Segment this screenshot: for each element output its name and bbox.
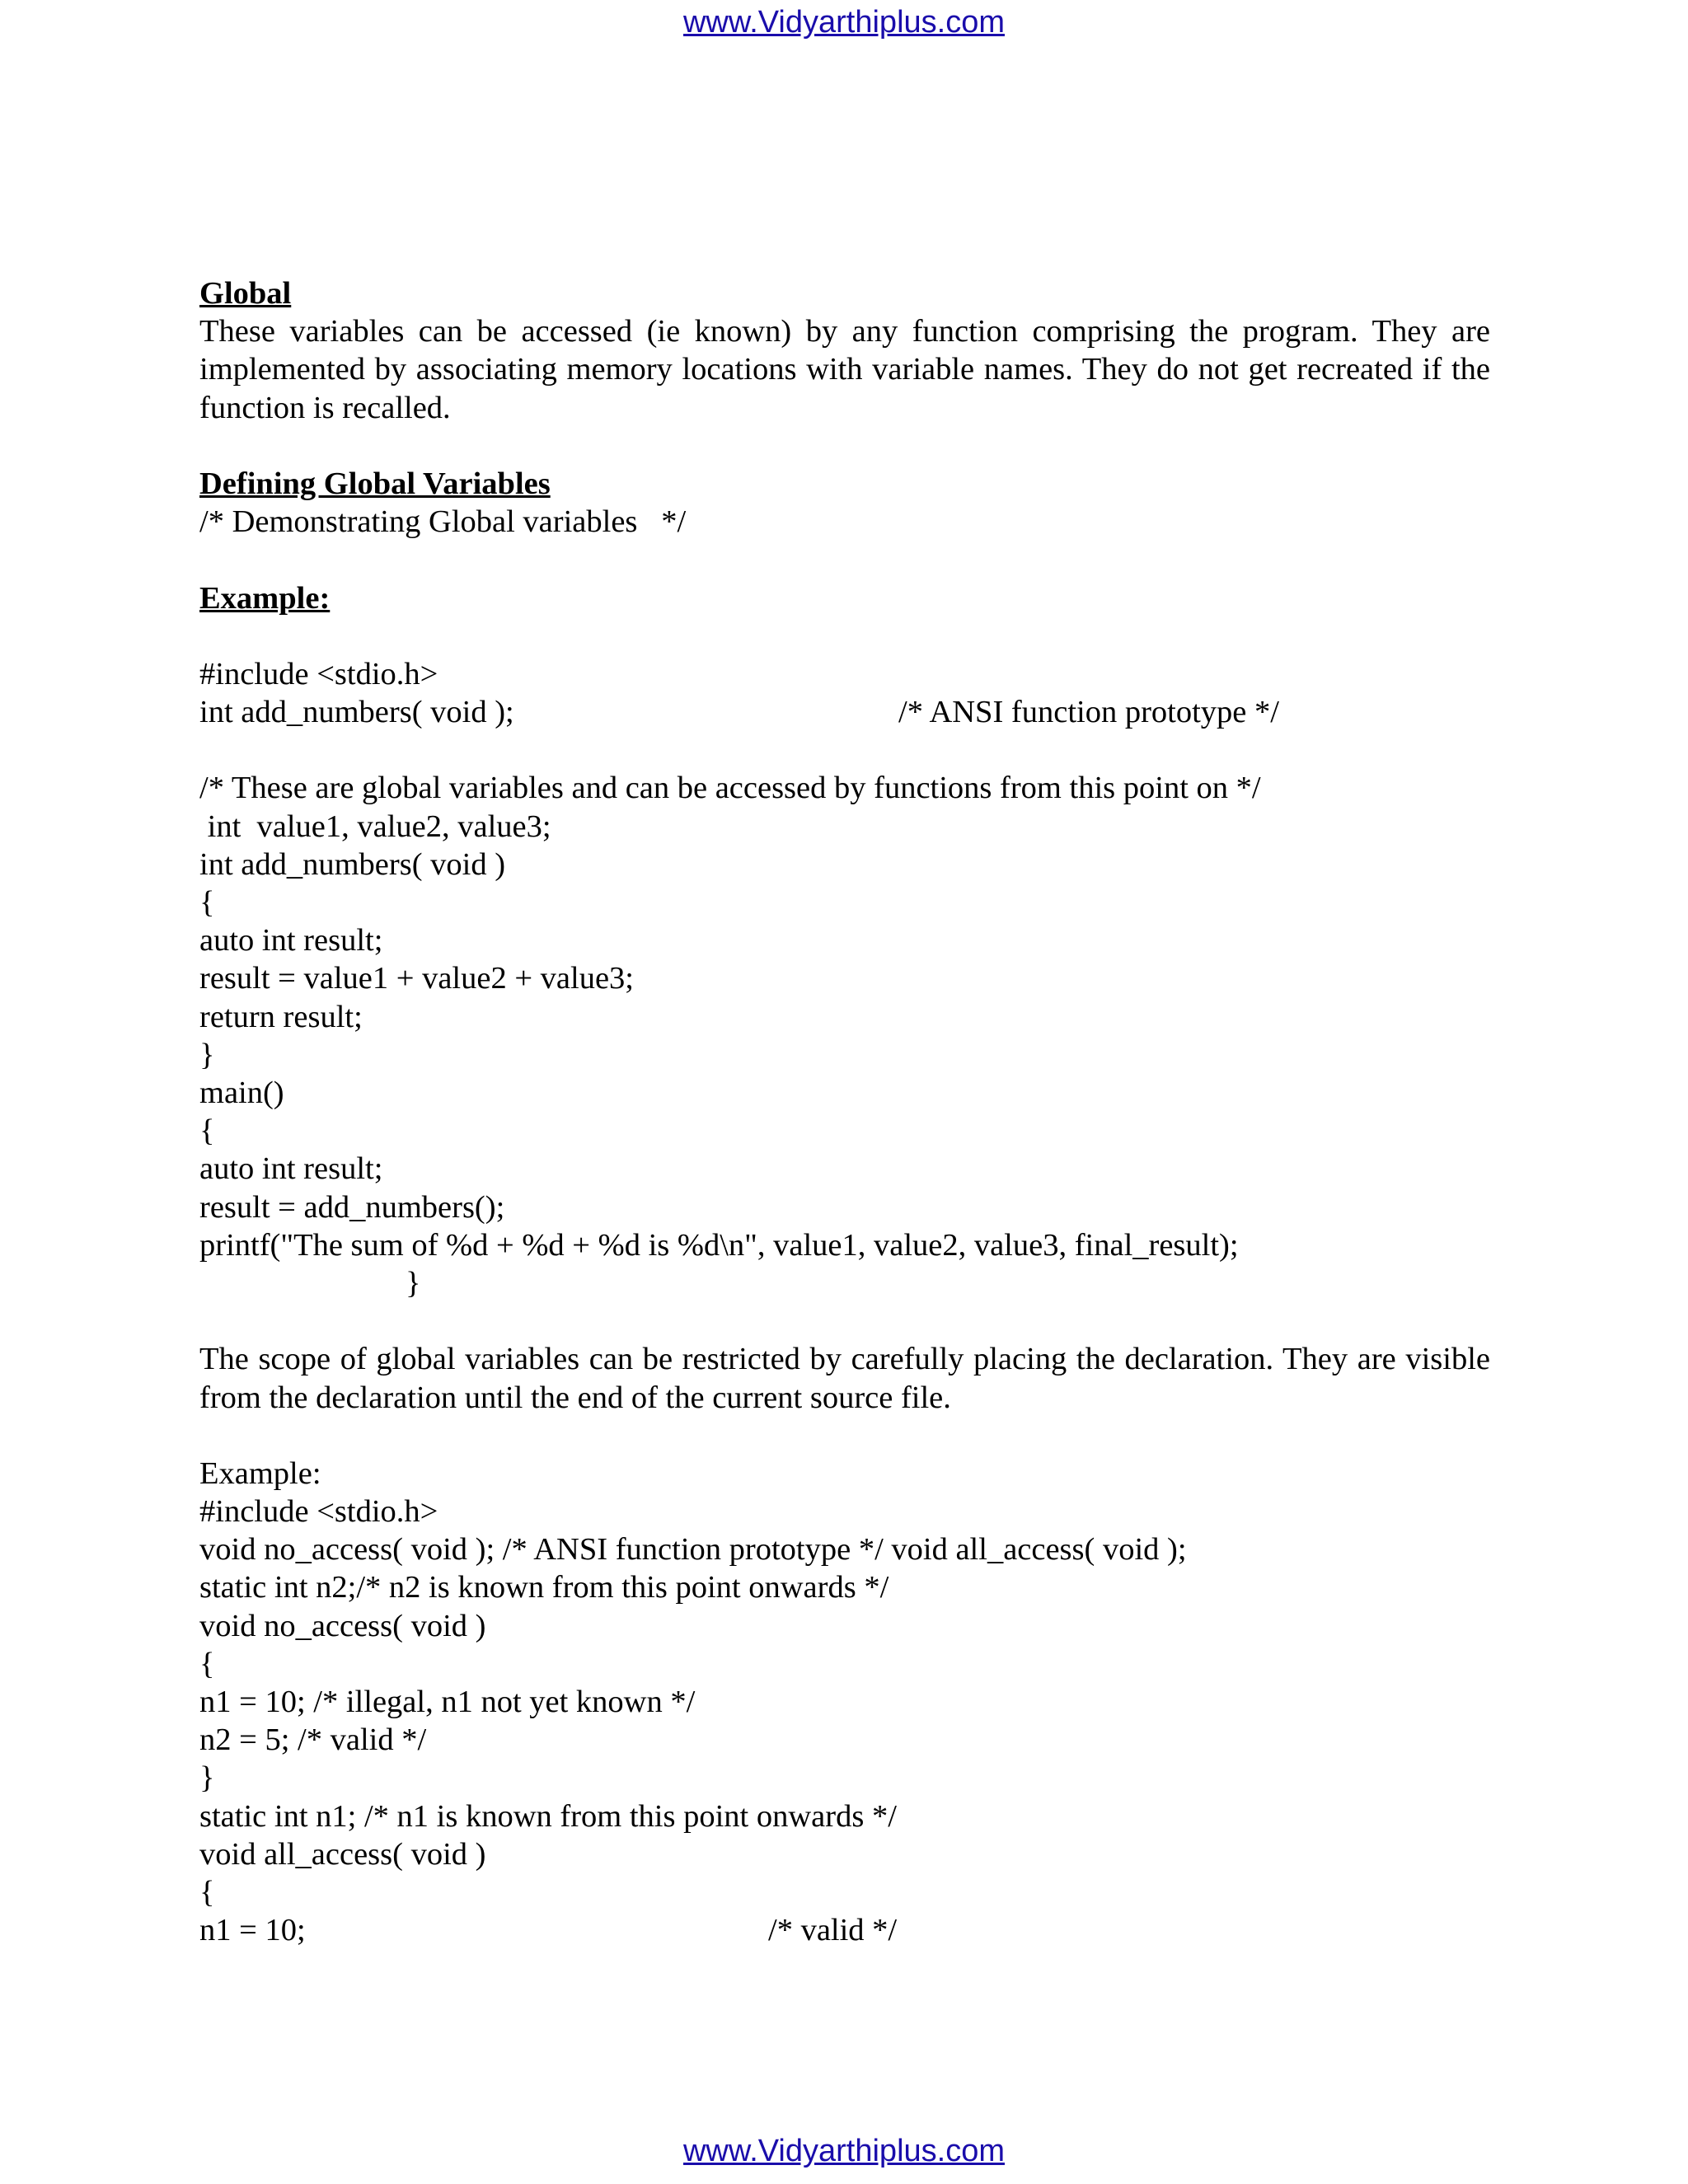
- code-example-1: [199, 655, 1490, 1302]
- code-line: #include <stdio.h>: [199, 1494, 438, 1530]
- code-line: }: [199, 1037, 215, 1072]
- code-line: {: [199, 885, 215, 921]
- code-text: n1 = 10;: [199, 1913, 306, 1948]
- code-line: int add_numbers( void ): [199, 846, 506, 882]
- document-body: [199, 274, 1490, 1949]
- code-line: auto int result;: [199, 923, 383, 958]
- code-line: void no_access( void ); /* ANSI function prototype */ void all_access( void );: [199, 1532, 1187, 1568]
- code-line: [199, 1911, 1490, 1949]
- section-heading-defining-global-variables: Defining Global Variables: [199, 466, 551, 501]
- code-line: n1 = 10; /* illegal, n1 not yet known */: [199, 1685, 696, 1720]
- code-line: n2 = 5; /* valid */: [199, 1722, 427, 1758]
- code-line: }: [199, 1760, 215, 1796]
- code-line: }: [406, 1265, 421, 1301]
- code-line: {: [199, 1646, 215, 1681]
- code-text: int add_numbers( void );: [199, 695, 514, 730]
- code-line: printf("The sum of %d + %d + %d is %d\n", value1, value2, value3, final_result);: [199, 1227, 1239, 1263]
- code-line: static int n2;/* n2 is known from this point onwards */: [199, 1570, 889, 1605]
- footer-site-link[interactable]: www.Vidyarthiplus.com: [682, 2134, 1005, 2168]
- code-line: {: [199, 1874, 215, 1910]
- code-line: /* These are global variables and can be accessed by functions from this point on */: [199, 771, 1261, 806]
- code-line: result = value1 + value2 + value3;: [199, 961, 634, 996]
- code-line: static int n1; /* n1 is known from this point onwards */: [199, 1798, 897, 1834]
- code-line: void no_access( void ): [199, 1608, 486, 1643]
- code-line: return result;: [199, 999, 363, 1034]
- code-line: void all_access( void ): [199, 1836, 486, 1872]
- example-label: Example:: [199, 1455, 321, 1491]
- demo-comment: /* Demonstrating Global variables */: [199, 504, 687, 540]
- section-heading-global: Global: [199, 276, 292, 311]
- code-line: int value1, value2, value3;: [199, 808, 551, 844]
- example-heading: Example:: [199, 580, 331, 616]
- code-line: [199, 693, 1490, 731]
- code-line: main(): [199, 1075, 284, 1110]
- code-comment: /* ANSI function prototype */: [898, 695, 1279, 730]
- code-line: {: [199, 1113, 215, 1149]
- code-line: auto int result;: [199, 1151, 383, 1187]
- global-description: These variables can be accessed (ie known) by any function comprising the program. They are implemented by associating memory locations with variable names. They do not get recreated if the function is recalled.: [199, 314, 1490, 425]
- scope-description: The scope of global variables can be restricted by carefully placing the declaration. They are visible from the declaration until the end of the current source file.: [199, 1342, 1490, 1415]
- code-comment: /* valid */: [768, 1913, 898, 1948]
- header-site-link[interactable]: www.Vidyarthiplus.com: [682, 5, 1005, 40]
- code-line: result = add_numbers();: [199, 1189, 505, 1225]
- code-line: #include <stdio.h>: [199, 656, 438, 691]
- code-example-2: [199, 1455, 1490, 1949]
